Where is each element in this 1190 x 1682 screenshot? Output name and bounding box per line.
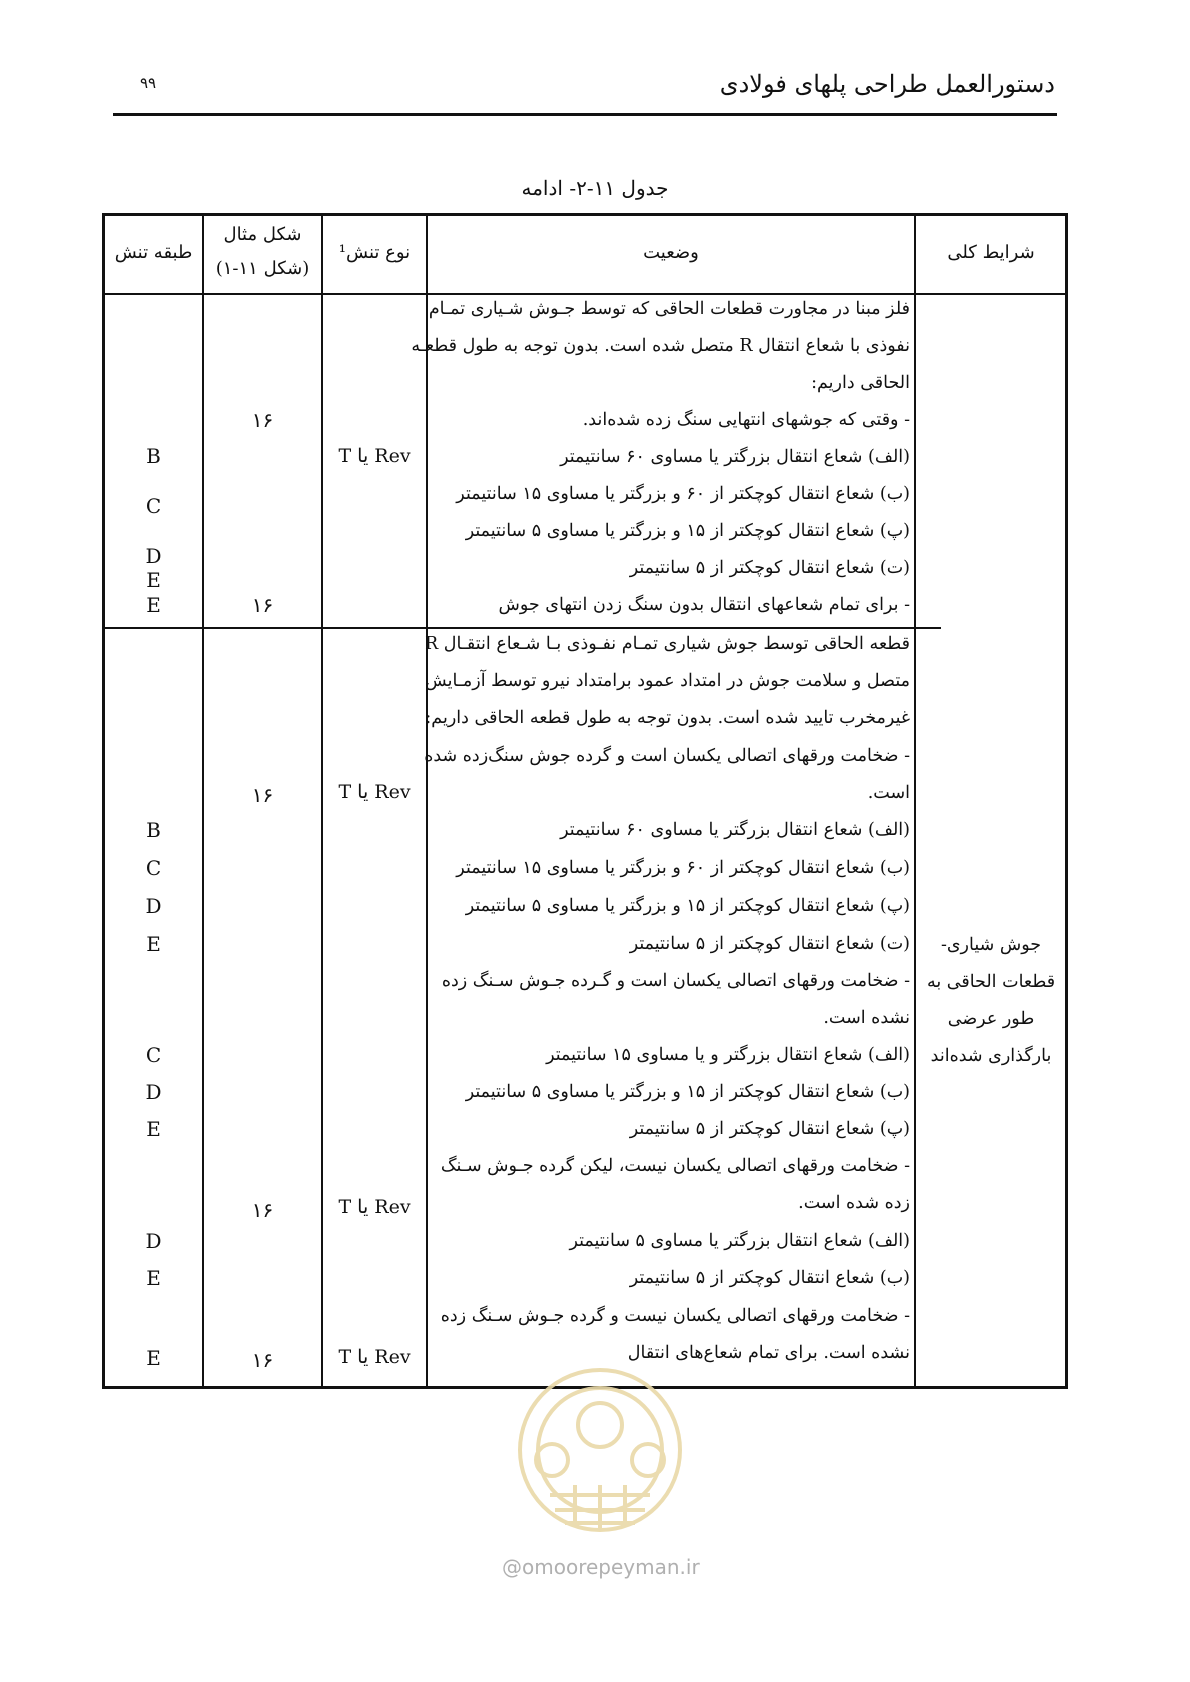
general-line: جوش شیاری- — [940, 935, 1042, 955]
stress-table — [102, 213, 1068, 1389]
stress-type-value: T یا Rev — [338, 1196, 411, 1218]
status-line: غیرمخرب تایید شده است. بدون توجه به طول قطعه الحاقی داریم: — [425, 708, 910, 728]
status-line: (ب) شعاع انتقال کوچکتر از ۵ سانتیمتر — [629, 1268, 910, 1288]
stress-class-value: E — [146, 568, 161, 592]
stress-class-value: B — [146, 818, 161, 842]
stress-class-value: D — [145, 894, 162, 918]
page-number: ۹۹ — [140, 74, 157, 92]
stress-class-value: D — [145, 1229, 162, 1253]
status-line: زده شده است. — [798, 1193, 910, 1213]
stress-type-value: T یا Rev — [338, 445, 411, 467]
header-example-line1: شکل مثال — [223, 224, 302, 245]
general-line: بارگذاری شده‌اند — [930, 1046, 1052, 1066]
stress-type-value: T یا Rev — [338, 1346, 411, 1368]
stress-class-value: E — [146, 1117, 161, 1141]
stress-class-value: D — [145, 544, 162, 568]
column-divider — [426, 216, 428, 1386]
stress-type-value: T یا Rev — [338, 781, 411, 803]
status-line: (ب) شعاع انتقال کوچکتر از ۱۵ و بزرگتر یا مساوی ۵ سانتیمتر — [465, 1082, 910, 1102]
watermark-seal-icon — [480, 1355, 720, 1555]
column-divider — [914, 216, 916, 1386]
header-divider — [113, 113, 1057, 116]
example-figure: ۱۶ — [251, 1198, 274, 1222]
status-line: (پ) شعاع انتقال کوچکتر از ۱۵ و بزرگتر یا مساوی ۵ سانتیمتر — [465, 521, 910, 541]
example-figure: ۱۶ — [251, 593, 274, 617]
stress-class-value: C — [145, 1043, 162, 1067]
example-figure: ۱۶ — [251, 1348, 274, 1372]
status-line: نفوذی با شعاع انتقال R متصل شده است. بدون توجه به طول قطعـه — [411, 336, 910, 356]
status-line: (ب) شعاع انتقال کوچکتر از ۶۰ و بزرگتر یا مساوی ۱۵ سانتیمتر — [456, 858, 910, 878]
status-line: - برای تمام شعاعهای انتقال بدون سنگ زدن انتهای جوش — [498, 595, 910, 615]
stress-class-value: E — [146, 1266, 161, 1290]
status-line: (الف) شعاع انتقال بزرگتر و یا مساوی ۱۵ سانتیمتر — [546, 1045, 910, 1065]
status-line: (پ) شعاع انتقال کوچکتر از ۵ سانتیمتر — [629, 1119, 910, 1139]
stress-class-value: E — [146, 593, 161, 617]
general-line: طور عرضی — [947, 1009, 1035, 1029]
status-line: - ضخامت ورقهای اتصالی یکسان نیست و گرده جـوش سـنگ زده — [440, 1306, 910, 1326]
stress-class-value: C — [145, 494, 162, 518]
stress-class-value: C — [145, 856, 162, 880]
document-title: دستورالعمل طراحی پلهای فولادی — [719, 70, 1055, 98]
status-line: (الف) شعاع انتقال بزرگتر یا مساوی ۶۰ سانتیمتر — [560, 447, 910, 467]
status-line: نشده است. — [823, 1008, 910, 1028]
example-figure: ۱۶ — [251, 783, 274, 807]
stress-class-value: B — [146, 444, 161, 468]
row-divider — [105, 627, 941, 629]
status-line: - ضخامت ورقهای اتصالی یکسان نیست، لیکن گرده جـوش سـنگ — [440, 1156, 910, 1176]
status-line: متصل و سلامت جوش در امتداد عمود برامتداد نیرو توسط آزمـایش — [425, 671, 910, 691]
status-line: قطعه الحاقی توسط جوش شیاری تمـام نفـوذی بـا شـعاع انتقـال R — [424, 634, 910, 654]
status-line: (الف) شعاع انتقال بزرگتر یا مساوی ۶۰ سانتیمتر — [560, 820, 910, 840]
stress-class-value: E — [146, 1346, 161, 1370]
header-stress-class: طبقه تنش — [114, 242, 193, 263]
status-line: - ضخامت ورقهای اتصالی یکسان است و گـرده جـوش سـنگ زده — [441, 971, 910, 991]
status-line: - وقتی که جوشهای انتهایی سنگ زده شده‌اند. — [582, 410, 910, 430]
example-figure: ۱۶ — [251, 408, 274, 432]
watermark-url: @omoorepeyman.ir — [502, 1555, 700, 1579]
table-caption: جدول ۱۱-۲- ادامه — [521, 176, 669, 200]
status-line: الحاقی داریم: — [811, 373, 910, 393]
status-line: (ب) شعاع انتقال کوچکتر از ۶۰ و بزرگتر یا مساوی ۱۵ سانتیمتر — [456, 484, 910, 504]
stress-class-value: E — [146, 932, 161, 956]
status-line: (پ) شعاع انتقال کوچکتر از ۱۵ و بزرگتر یا مساوی ۵ سانتیمتر — [465, 896, 910, 916]
header-stress-type: نوع تنش¹ — [338, 242, 411, 263]
status-line: (الف) شعاع انتقال بزرگتر یا مساوی ۵ سانتیمتر — [569, 1231, 910, 1251]
header-general: شرایط کلی — [947, 242, 1035, 263]
status-line: است. — [867, 783, 910, 803]
status-line: - ضخامت ورقهای اتصالی یکسان است و گرده جوش سنگ‌زده شده — [424, 746, 910, 766]
header-status: وضعیت — [643, 242, 699, 263]
header-row-divider — [105, 293, 1065, 295]
status-line: فلز مبنا در مجاورت قطعات الحاقی که توسط جـوش شـیاری تمـام — [428, 299, 910, 319]
status-line: (ت) شعاع انتقال کوچکتر از ۵ سانتیمتر — [629, 558, 910, 578]
header-example-line2: (شکل ۱۱-۱) — [215, 258, 310, 279]
general-line: قطعات الحاقی به — [926, 972, 1056, 992]
status-line: (ت) شعاع انتقال کوچکتر از ۵ سانتیمتر — [629, 934, 910, 954]
status-line: نشده است. برای تمام شعاع‌های انتقال — [627, 1343, 910, 1363]
stress-class-value: D — [145, 1080, 162, 1104]
